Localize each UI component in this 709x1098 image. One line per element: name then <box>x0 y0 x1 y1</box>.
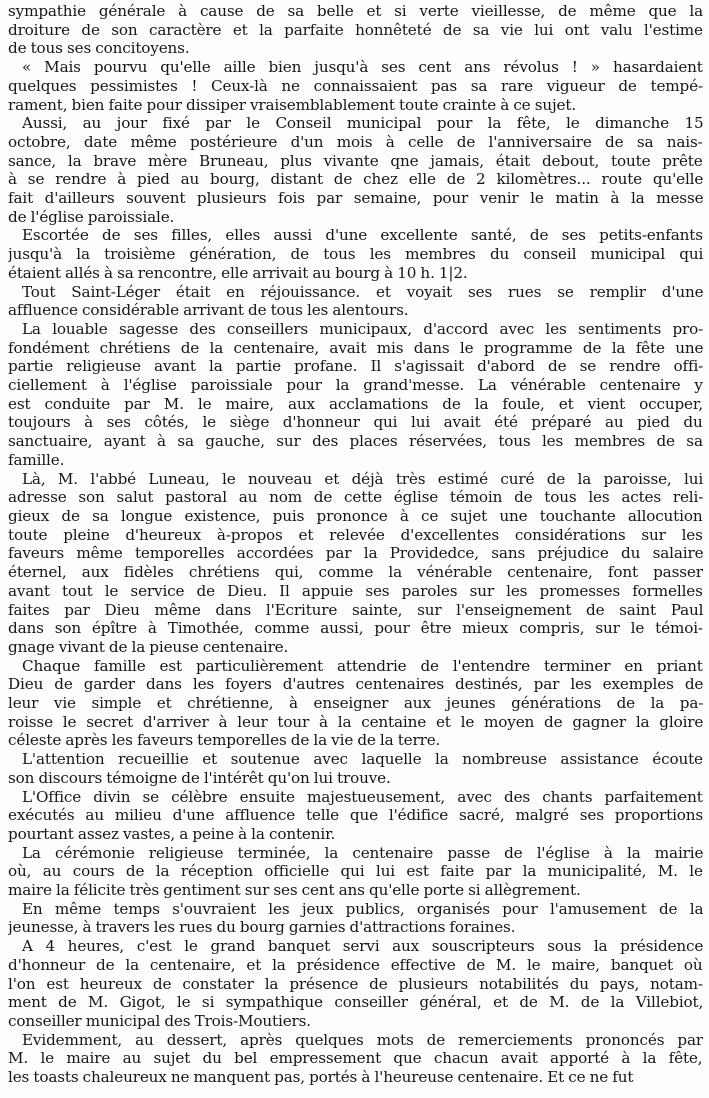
text-line: jeunesse, à travers les rues du bourg garnies d'attractions foraines. <box>8 918 516 937</box>
paragraph <box>8 900 703 937</box>
text-line: maire la félicite très gentiment sur ses cent ans qu'elle porte si allègrement. <box>8 881 581 900</box>
article-text <box>8 2 703 1087</box>
text-line: leur vie simple et chrétienne, à enseigner aux jeunes générations de la pa- <box>8 694 703 713</box>
text-line: toujours à ses côtés, le siège d'honneur qui lui avait été préparé au pied du <box>8 413 703 432</box>
text-line: pourtant assez vastes, a peine à la contenir. <box>8 824 336 843</box>
text-line: exécutés au milieu d'une affluence telle que l'édifice sacré, malgré ses proportions <box>8 806 703 825</box>
text-line: fait d'ailleurs souvent plusieurs fois par semaine, pour venir le matin à la messe <box>8 189 703 208</box>
text-line: ciellement à l'église paroissiale pour la grand'messe. La vénérable centenaire y <box>8 376 703 395</box>
text-line: famille. <box>8 450 65 469</box>
text-line: où, au cours de la réception officielle qui lui est faite par la municipalité, M. le <box>8 862 703 881</box>
text-line: son discours témoigne de l'intérêt qu'on lui trouve. <box>8 768 391 787</box>
text-line: avant tout le service de Dieu. Il appuie ses paroles sur les promesses formelles <box>8 581 703 600</box>
text-line: Tout Saint-Léger était en réjouissance. et voyait ses rues se remplir d'une <box>22 282 703 301</box>
text-line: conseiller municipal des Trois-Moutiers. <box>8 1011 311 1030</box>
text-line: sanctuaire, ayant à sa gauche, sur des places réservées, tous les membres de sa <box>8 432 703 451</box>
text-line: étaient allés à sa rencontre, elle arrivait au bourg à 10 h. 1|2. <box>8 263 468 282</box>
text-line: sance, la brave mère Bruneau, plus vivante qne jamais, était debout, toute prête <box>8 151 703 170</box>
text-line: La cérémonie religieuse terminée, la centenaire passe de l'église à la mairie <box>22 843 703 862</box>
paragraph <box>8 2 703 58</box>
paragraph <box>8 1031 703 1087</box>
paragraph <box>8 788 703 844</box>
text-line: roisse le secret d'arriver à leur tour à la centaine et le moyen de gagner la gloire <box>8 712 703 731</box>
text-line: Chaque famille est particulièrement attendrie de l'entendre terminer en priant <box>22 656 703 675</box>
text-line: droiture de son caractère et la parfaite honnêteté de sa vie lui ont valu l'estime <box>8 20 703 39</box>
text-line: L'attention recueillie et soutenue avec laquelle la nombreuse assistance écoute <box>22 750 703 769</box>
text-line: toute pleine d'heureux à-propos et relevée d'excellentes considérations sur les <box>8 525 703 544</box>
text-line: partie religieuse avant la partie profane. Il s'agissait d'abord de se rendre offi- <box>8 357 703 376</box>
text-line: octobre, date même postérieure d'un mois à celle de l'anniversaire de sa nais- <box>8 132 703 151</box>
text-line: quelques pessimistes ! Ceux-là ne connaissaient pas sa rare vigueur de tempé- <box>8 76 703 95</box>
text-line: sympathie générale à cause de sa belle et si verte vieillesse, de même que la <box>8 2 703 20</box>
paragraph <box>8 320 703 470</box>
text-line: céleste après les faveurs temporelles de la vie de la terre. <box>8 731 441 750</box>
paragraph <box>8 114 703 226</box>
text-line: « Mais pourvu qu'elle aille bien jusqu'à ses cent ans révolus ! » hasardaient <box>22 58 703 77</box>
text-line: Dieu de garder dans les foyers d'autres centenaires destinés, par les exemples de <box>8 675 703 694</box>
text-line: ment de M. Gigot, le si sympathique conseiller général, et de M. de la Villebiot, <box>8 993 703 1012</box>
text-line: dans son épître à Timothée, comme aussi, pour être mieux compris, sur le témoi- <box>8 619 703 638</box>
text-line: d'honneur de la centenaire, et la présidence effective de M. le maire, banquet où <box>8 955 703 974</box>
text-line: Aussi, au jour fixé par le Conseil municipal pour la fête, le dimanche 15 <box>22 114 703 133</box>
paragraph <box>8 226 703 282</box>
text-line: A 4 heures, c'est le grand banquet servi aux souscripteurs sous la présidence <box>22 937 703 956</box>
text-line: jusqu'à la troisième génération, de tous les membres du conseil municipal qui <box>8 245 703 264</box>
text-line: de l'église paroissiale. <box>8 207 175 226</box>
text-line: adresse son salut pastoral au nom de cette église témoin de tous les actes reli- <box>8 488 703 507</box>
text-line: l'on est heureux de constater la présence de plusieurs notabilités du pays, notam- <box>8 974 703 993</box>
text-line: faites par Dieu même dans l'Ecriture sainte, sur l'enseignement de saint Paul <box>8 600 703 619</box>
text-line: L'Office divin se célèbre ensuite majestueusement, avec des chants parfaitement <box>22 787 703 806</box>
text-line: M. le maire au sujet du bel empressement que chacun avait apporté à la fête, <box>8 1049 703 1068</box>
paragraph <box>8 750 703 787</box>
text-line: affluence considérable arrivant de tous les alentours. <box>8 301 409 320</box>
text-line: à se rendre à pied au bourg, distant de chez elle de 2 kilomètres... route qu'elle <box>8 170 703 189</box>
text-line: La louable sagesse des conseillers municipaux, d'accord avec les sentiments pro- <box>22 319 703 338</box>
text-line: de tous ses concitoyens. <box>8 39 190 58</box>
paragraph <box>8 937 703 1031</box>
text-line: gieux de sa longue existence, puis prononce à ce sujet une touchante allocution <box>8 506 703 525</box>
paragraph <box>8 844 703 900</box>
text-line: Là, M. l'abbé Luneau, le nouveau et déjà très estimé curé de la paroisse, lui <box>22 469 703 488</box>
text-line: Escortée de ses filles, elles aussi d'une excellente santé, de ses petits-enfants <box>22 226 703 245</box>
text-line: En même temps s'ouvraient les jeux publics, organisés pour l'amusement de la <box>22 899 703 918</box>
text-line: rament, bien faite pour dissiper vraisemblablement toute crainte à ce sujet. <box>8 95 577 114</box>
text-line: est conduite par M. le maire, aux acclamations de la foule, et vient occuper, <box>8 394 703 413</box>
text-line: gnage vivant de la pieuse centenaire. <box>8 637 289 656</box>
paragraph <box>8 657 703 751</box>
text-line: fondément chrétiens de la centenaire, avait mis dans le programme de la fête une <box>8 338 703 357</box>
text-line: faveurs même temporelles accordées par la Providedce, sans préjudice du salaire <box>8 544 703 563</box>
text-line: Evidemment, au dessert, après quelques mots de remerciements prononcés par <box>22 1030 703 1049</box>
text-line: éternel, aux fidèles chrétiens qui, comme la vénérable centenaire, font passer <box>8 563 703 582</box>
paragraph <box>8 470 703 657</box>
paragraph <box>8 283 703 320</box>
text-line: les toasts chaleureux ne manquent pas, portés à l'heureuse centenaire. Et ce ne fut <box>8 1068 634 1087</box>
paragraph <box>8 58 703 114</box>
